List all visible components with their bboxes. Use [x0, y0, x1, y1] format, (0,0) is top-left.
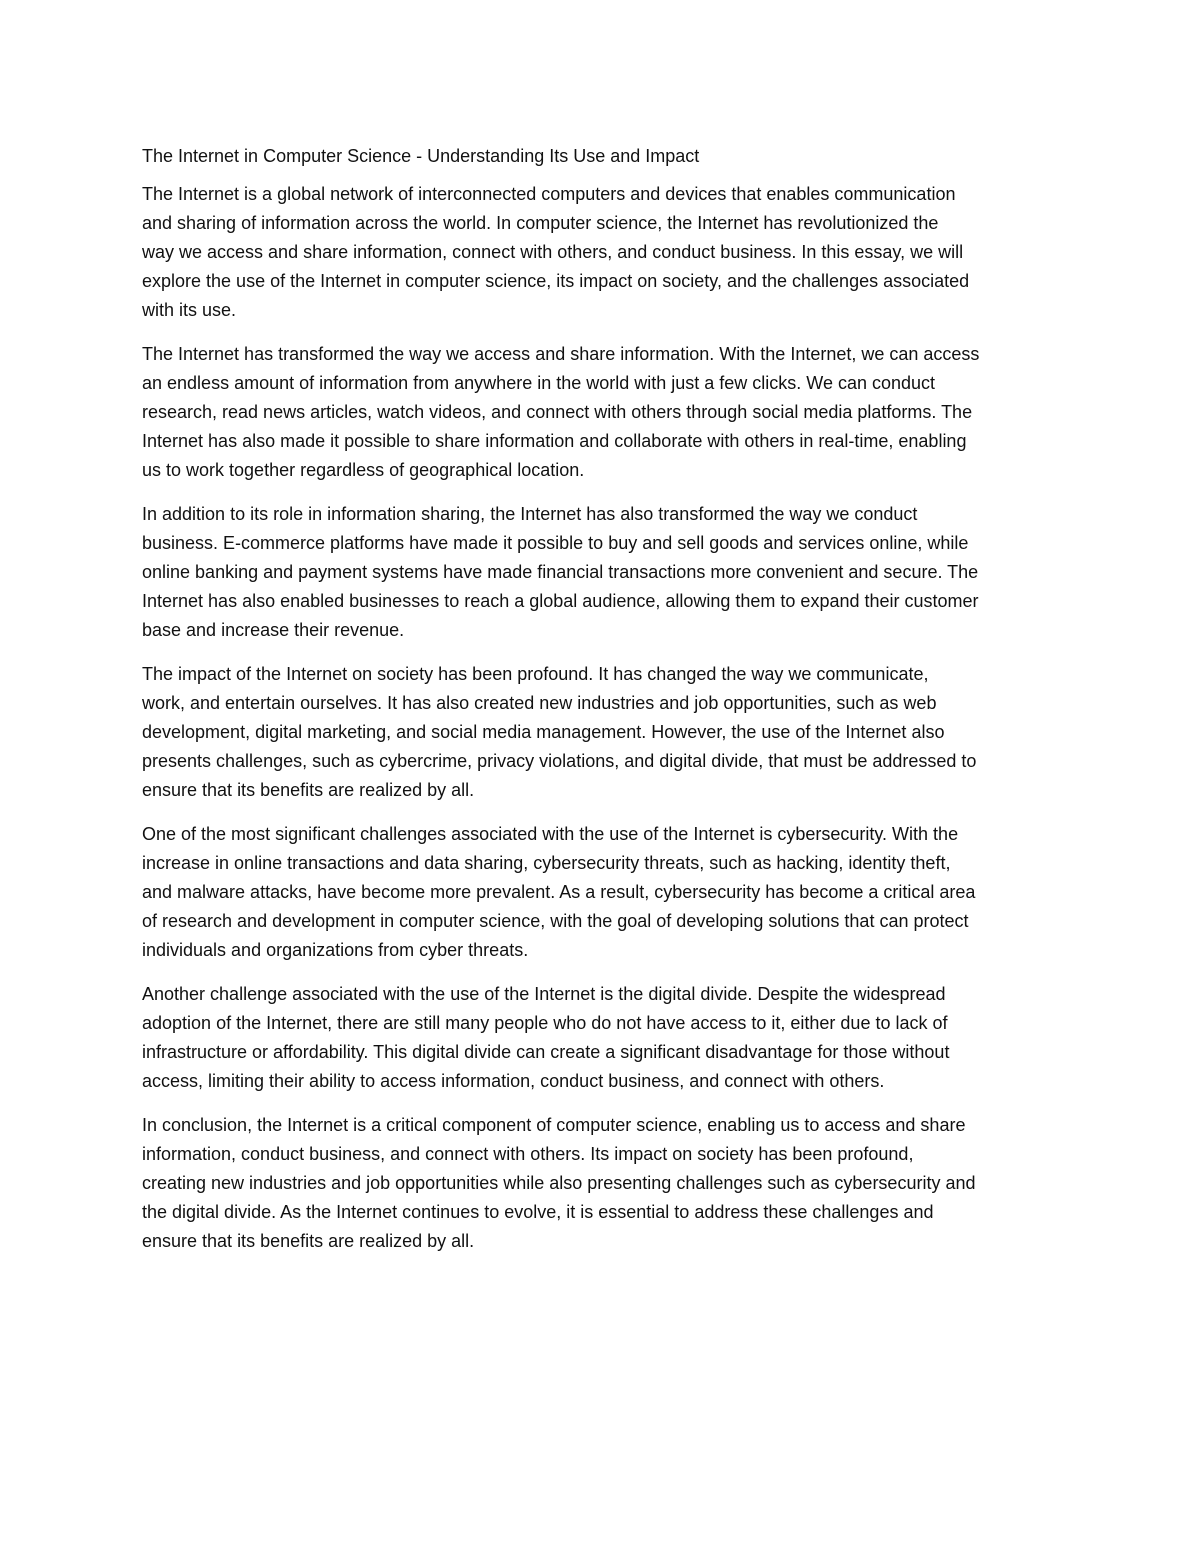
body-paragraph — [142, 980, 1067, 1096]
paragraph-line: explore the use of the Internet in computer science, its impact on society, and the challenges associated — [142, 271, 970, 291]
paragraph-line: increase in online transactions and data sharing, cybersecurity threats, such as hacking, identity theft, — [142, 853, 951, 873]
paragraph-line: ensure that its benefits are realized by all. — [142, 780, 475, 800]
paragraph-line: The impact of the Internet on society has been profound. It has changed the way we communicate, — [142, 664, 929, 684]
paragraph-line: In addition to its role in information sharing, the Internet has also transformed the way we conduct — [142, 504, 918, 524]
paragraph-line: base and increase their revenue. — [142, 620, 405, 640]
paragraph-line: and malware attacks, have become more prevalent. As a result, cybersecurity has become a critical area — [142, 882, 976, 902]
paragraph-line: The Internet is a global network of interconnected computers and devices that enables communication — [142, 184, 956, 204]
paragraph-line: Internet has also made it possible to share information and collaborate with others in real-time, enabling — [142, 431, 967, 451]
body-paragraph — [142, 180, 1067, 325]
paragraph-line: online banking and payment systems have made financial transactions more convenient and secure. The — [142, 562, 979, 582]
paragraph-line: In conclusion, the Internet is a critical component of computer science, enabling us to access and share — [142, 1115, 966, 1135]
paragraph-line: development, digital marketing, and social media management. However, the use of the Internet also — [142, 722, 945, 742]
paragraph-line: adoption of the Internet, there are still many people who do not have access to it, either due to lack of — [142, 1013, 948, 1033]
document-page — [142, 142, 1067, 1271]
paragraph-line: with its use. — [142, 300, 237, 320]
paragraph-line: information, conduct business, and connect with others. Its impact on society has been profound, — [142, 1144, 914, 1164]
paragraph-line: Another challenge associated with the use of the Internet is the digital divide. Despite the widespread — [142, 984, 946, 1004]
body-paragraph — [142, 340, 1067, 485]
paragraph-line: Internet has also enabled businesses to reach a global audience, allowing them to expand their customer — [142, 591, 979, 611]
paragraph-line: presents challenges, such as cybercrime, privacy violations, and digital divide, that must be addressed to — [142, 751, 977, 771]
paragraph-line: of research and development in computer science, with the goal of developing solutions that can protect — [142, 911, 969, 931]
document-title: The Internet in Computer Science - Understanding Its Use and Impact — [142, 146, 700, 166]
document-body — [142, 180, 1067, 1256]
paragraph-line: the digital divide. As the Internet continues to evolve, it is essential to address these challenges and — [142, 1202, 934, 1222]
paragraph-line: an endless amount of information from anywhere in the world with just a few clicks. We can conduct — [142, 373, 936, 393]
body-paragraph — [142, 500, 1067, 645]
paragraph-line: business. E-commerce platforms have made it possible to buy and sell goods and services online, while — [142, 533, 969, 553]
body-paragraph — [142, 1111, 1067, 1256]
paragraph-line: access, limiting their ability to access information, conduct business, and connect with others. — [142, 1071, 885, 1091]
paragraph-line: research, read news articles, watch videos, and connect with others through social media platforms. The — [142, 402, 973, 422]
paragraph-line: creating new industries and job opportunities while also presenting challenges such as cybersecurity and — [142, 1173, 976, 1193]
paragraph-line: The Internet has transformed the way we access and share information. With the Internet, we can access — [142, 344, 980, 364]
paragraph-line: infrastructure or affordability. This digital divide can create a significant disadvantage for those without — [142, 1042, 950, 1062]
paragraph-line: way we access and share information, connect with others, and conduct business. In this essay, we will — [142, 242, 964, 262]
paragraph-line: individuals and organizations from cyber threats. — [142, 940, 529, 960]
paragraph-line: One of the most significant challenges associated with the use of the Internet is cybersecurity. With the — [142, 824, 959, 844]
body-paragraph — [142, 820, 1067, 965]
paragraph-line: work, and entertain ourselves. It has also created new industries and job opportunities, such as web — [142, 693, 937, 713]
paragraph-line: us to work together regardless of geographical location. — [142, 460, 585, 480]
paragraph-line: and sharing of information across the world. In computer science, the Internet has revolutionized the — [142, 213, 939, 233]
paragraph-line: ensure that its benefits are realized by all. — [142, 1231, 475, 1251]
body-paragraph — [142, 660, 1067, 805]
